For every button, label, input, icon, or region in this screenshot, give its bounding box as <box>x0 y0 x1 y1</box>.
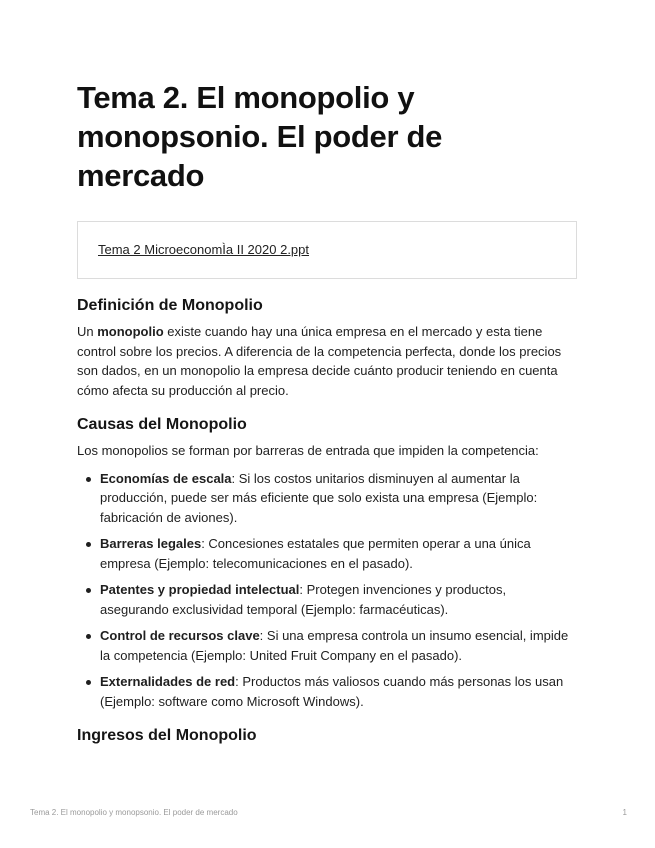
list-item <box>100 580 577 619</box>
list-item-term: Economías de escala <box>100 470 232 486</box>
list-item <box>100 626 577 665</box>
bullet-icon <box>86 477 91 482</box>
document-page <box>77 78 577 746</box>
bullet-icon <box>86 634 91 639</box>
definicion-rest: existe cuando hay una única empresa en el mercado y esta tiene control sobre los precios. A diferencia de la competencia perfecta, donde los precios son dados, en un monopolio la empresa decide cuánto producir teniendo en cuenta cómo afecta su producción al precio. <box>77 324 562 398</box>
list-item-term: Patentes y propiedad intelectual <box>100 582 300 597</box>
list-item <box>100 672 577 711</box>
list-item-text: : Si los costos unitarios disminuyen al aumentar la producción, puede ser más eficiente que solo exista una empresa (Ejemplo: fabricación de aviones). <box>100 470 538 525</box>
page-number: 1 <box>622 808 627 817</box>
page-footer <box>30 808 627 817</box>
definicion-prefix: Un <box>77 324 98 339</box>
list-item-text: : Productos más valiosos cuando más personas los usan (Ejemplo: software como Microsoft Windows). <box>100 674 564 709</box>
bullet-icon <box>86 542 91 547</box>
list-item-term: Barreras legales <box>100 536 202 551</box>
footer-title: Tema 2. El monopolio y monopsonio. El poder de mercado <box>30 808 238 817</box>
causas-list <box>77 469 577 712</box>
list-item-text: : Protegen invenciones y productos, asegurando exclusividad temporal (Ejemplo: farmacéuticas). <box>100 582 507 617</box>
definicion-bold-term: monopolio <box>97 324 164 339</box>
list-item <box>100 534 577 573</box>
attachment-link[interactable]: Tema 2 MicroeconomÌa II 2020 2.ppt <box>98 242 310 257</box>
heading-causas: Causas del Monopolio <box>77 416 247 433</box>
bullet-icon <box>86 680 91 685</box>
causas-intro: Los monopolios se forman por barreras de entrada que impiden la competencia: <box>77 443 539 458</box>
heading-ingresos: Ingresos del Monopolio <box>77 727 257 744</box>
list-item <box>100 469 577 528</box>
page-title: Tema 2. El monopolio y monopsonio. El poder de mercado <box>77 80 443 193</box>
definicion-paragraph <box>77 322 577 400</box>
list-item-text: : Si una empresa controla un insumo esencial, impide la competencia (Ejemplo: United Fruit Company en el pasado). <box>100 628 569 663</box>
bullet-icon <box>86 588 91 593</box>
attachment-block <box>77 221 577 279</box>
list-item-term: Control de recursos clave <box>100 628 260 643</box>
list-item-term: Externalidades de red <box>100 674 236 689</box>
list-item-text: : Concesiones estatales que permiten operar a una única empresa (Ejemplo: telecomunicaciones en el pasado). <box>100 536 531 571</box>
heading-definicion: Definición de Monopolio <box>77 297 263 314</box>
